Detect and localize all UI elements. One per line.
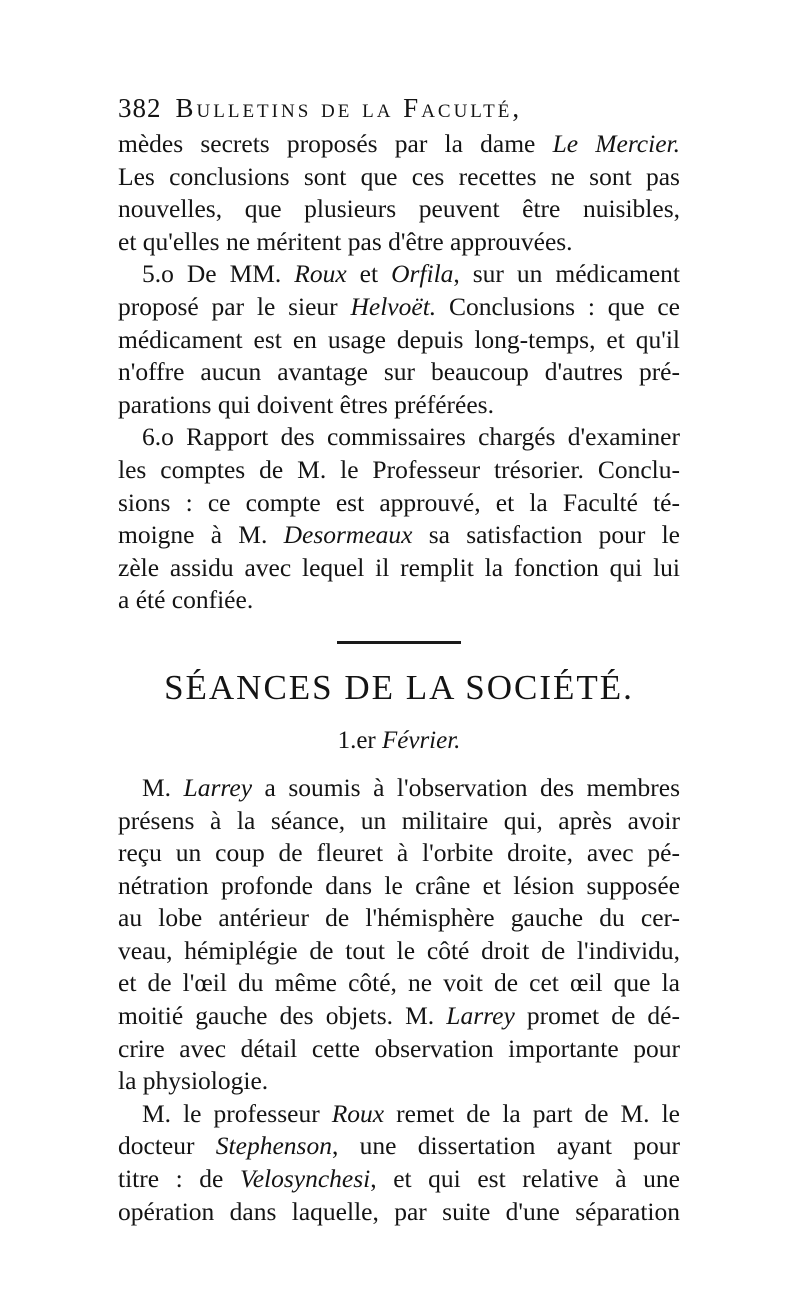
- text-line: proposé par le sieur Helvoët. Conclusions : que ce: [118, 291, 680, 321]
- paragraph-larrey: [118, 772, 680, 1098]
- text-line: moitié gauche des objets. M. Larrey promet de dé-: [118, 1001, 680, 1031]
- person-name: Stephenson: [215, 1131, 332, 1161]
- text-line: a été confiée.: [118, 585, 254, 615]
- work-title: Velosynchesi: [239, 1164, 371, 1194]
- person-name: Le Mercier.: [552, 129, 680, 158]
- text-line: zèle assidu avec lequel il remplit la fonction qui lui: [118, 552, 680, 582]
- person-name: Helvoët.: [350, 291, 437, 321]
- text-line: au lobe antérieur de l'hémisphère gauche du cer-: [118, 903, 680, 933]
- person-name: Roux: [294, 259, 347, 289]
- text-line: sions : ce compte est approuvé, et la Faculté té-: [118, 487, 680, 517]
- text-line: M. le professeur Roux remet de la part de M. le: [142, 1098, 680, 1128]
- text-line: docteur Stephenson, une dissertation ayant pour: [118, 1131, 680, 1161]
- section-divider: [337, 641, 461, 644]
- text-line: 6.o Rapport des commissaires chargés d'examiner: [142, 422, 680, 452]
- text-line: nouvelles, que plusieurs peuvent être nuisibles,: [118, 194, 680, 224]
- text-line: nétration profonde dans le crâne et lésion supposée: [118, 870, 680, 900]
- text-line: Les conclusions sont que ces recettes ne sont pas: [118, 161, 680, 191]
- page-number: 382: [118, 93, 162, 123]
- text-line: M. Larrey a soumis à l'observation des membres: [142, 772, 680, 802]
- person-name: Larrey: [183, 772, 253, 802]
- person-name: Orfila: [391, 259, 454, 289]
- text-line: titre : de Velosynchesi, et qui est relative à une: [118, 1164, 680, 1194]
- text-line: crire avec détail cette observation importante pour: [118, 1033, 680, 1063]
- text-line: opération dans laquelle, par suite d'une séparation: [118, 1196, 680, 1226]
- paragraph-item-5: [118, 258, 680, 421]
- text-line: parations qui doivent êtres préférées.: [118, 389, 494, 419]
- paragraph-item-6: [118, 421, 680, 617]
- text-line: présens à la séance, un militaire qui, après avoir: [118, 805, 680, 835]
- person-name: Roux: [331, 1098, 385, 1128]
- text-line: et de l'œil du même côté, ne voit de cet œil que la: [118, 968, 680, 998]
- text-line: la physiologie.: [118, 1066, 269, 1096]
- paragraph-conclusions-mercier: [118, 128, 680, 258]
- text-line: veau, hémiplégie de tout le côté droit de l'individu,: [118, 935, 680, 965]
- text-line: n'offre aucun avantage sur beaucoup d'autres pré-: [118, 357, 680, 387]
- text-line: les comptes de M. le Professeur trésorier. Conclu-: [118, 454, 680, 484]
- person-name: Larrey: [446, 1001, 515, 1031]
- page-body: [118, 128, 680, 617]
- session-body: [118, 772, 680, 1228]
- running-title: Bulletins de la Faculté,: [175, 93, 523, 123]
- text-line: reçu un coup de fleuret à l'orbite droite, avec pé-: [118, 838, 680, 868]
- person-name: Desormeaux: [283, 520, 413, 550]
- text-line: mèdes secrets proposés par la dame Le Mercier.: [118, 129, 680, 158]
- text-line: moigne à M. Desormeaux sa satisfaction pour le: [118, 520, 680, 550]
- running-header: [118, 88, 680, 128]
- section-title: SÉANCES DE LA SOCIÉTÉ.: [164, 667, 634, 707]
- session-date: 1.er Février.: [337, 726, 461, 754]
- paragraph-roux: [118, 1098, 680, 1228]
- text-line: 5.o De MM. Roux et Orfila, sur un médicament: [142, 259, 680, 289]
- book-page: [118, 88, 680, 1228]
- text-line: et qu'elles ne méritent pas d'être approuvées.: [118, 226, 573, 256]
- text-line: médicament est en usage depuis long-temps, et qu'il: [118, 324, 680, 354]
